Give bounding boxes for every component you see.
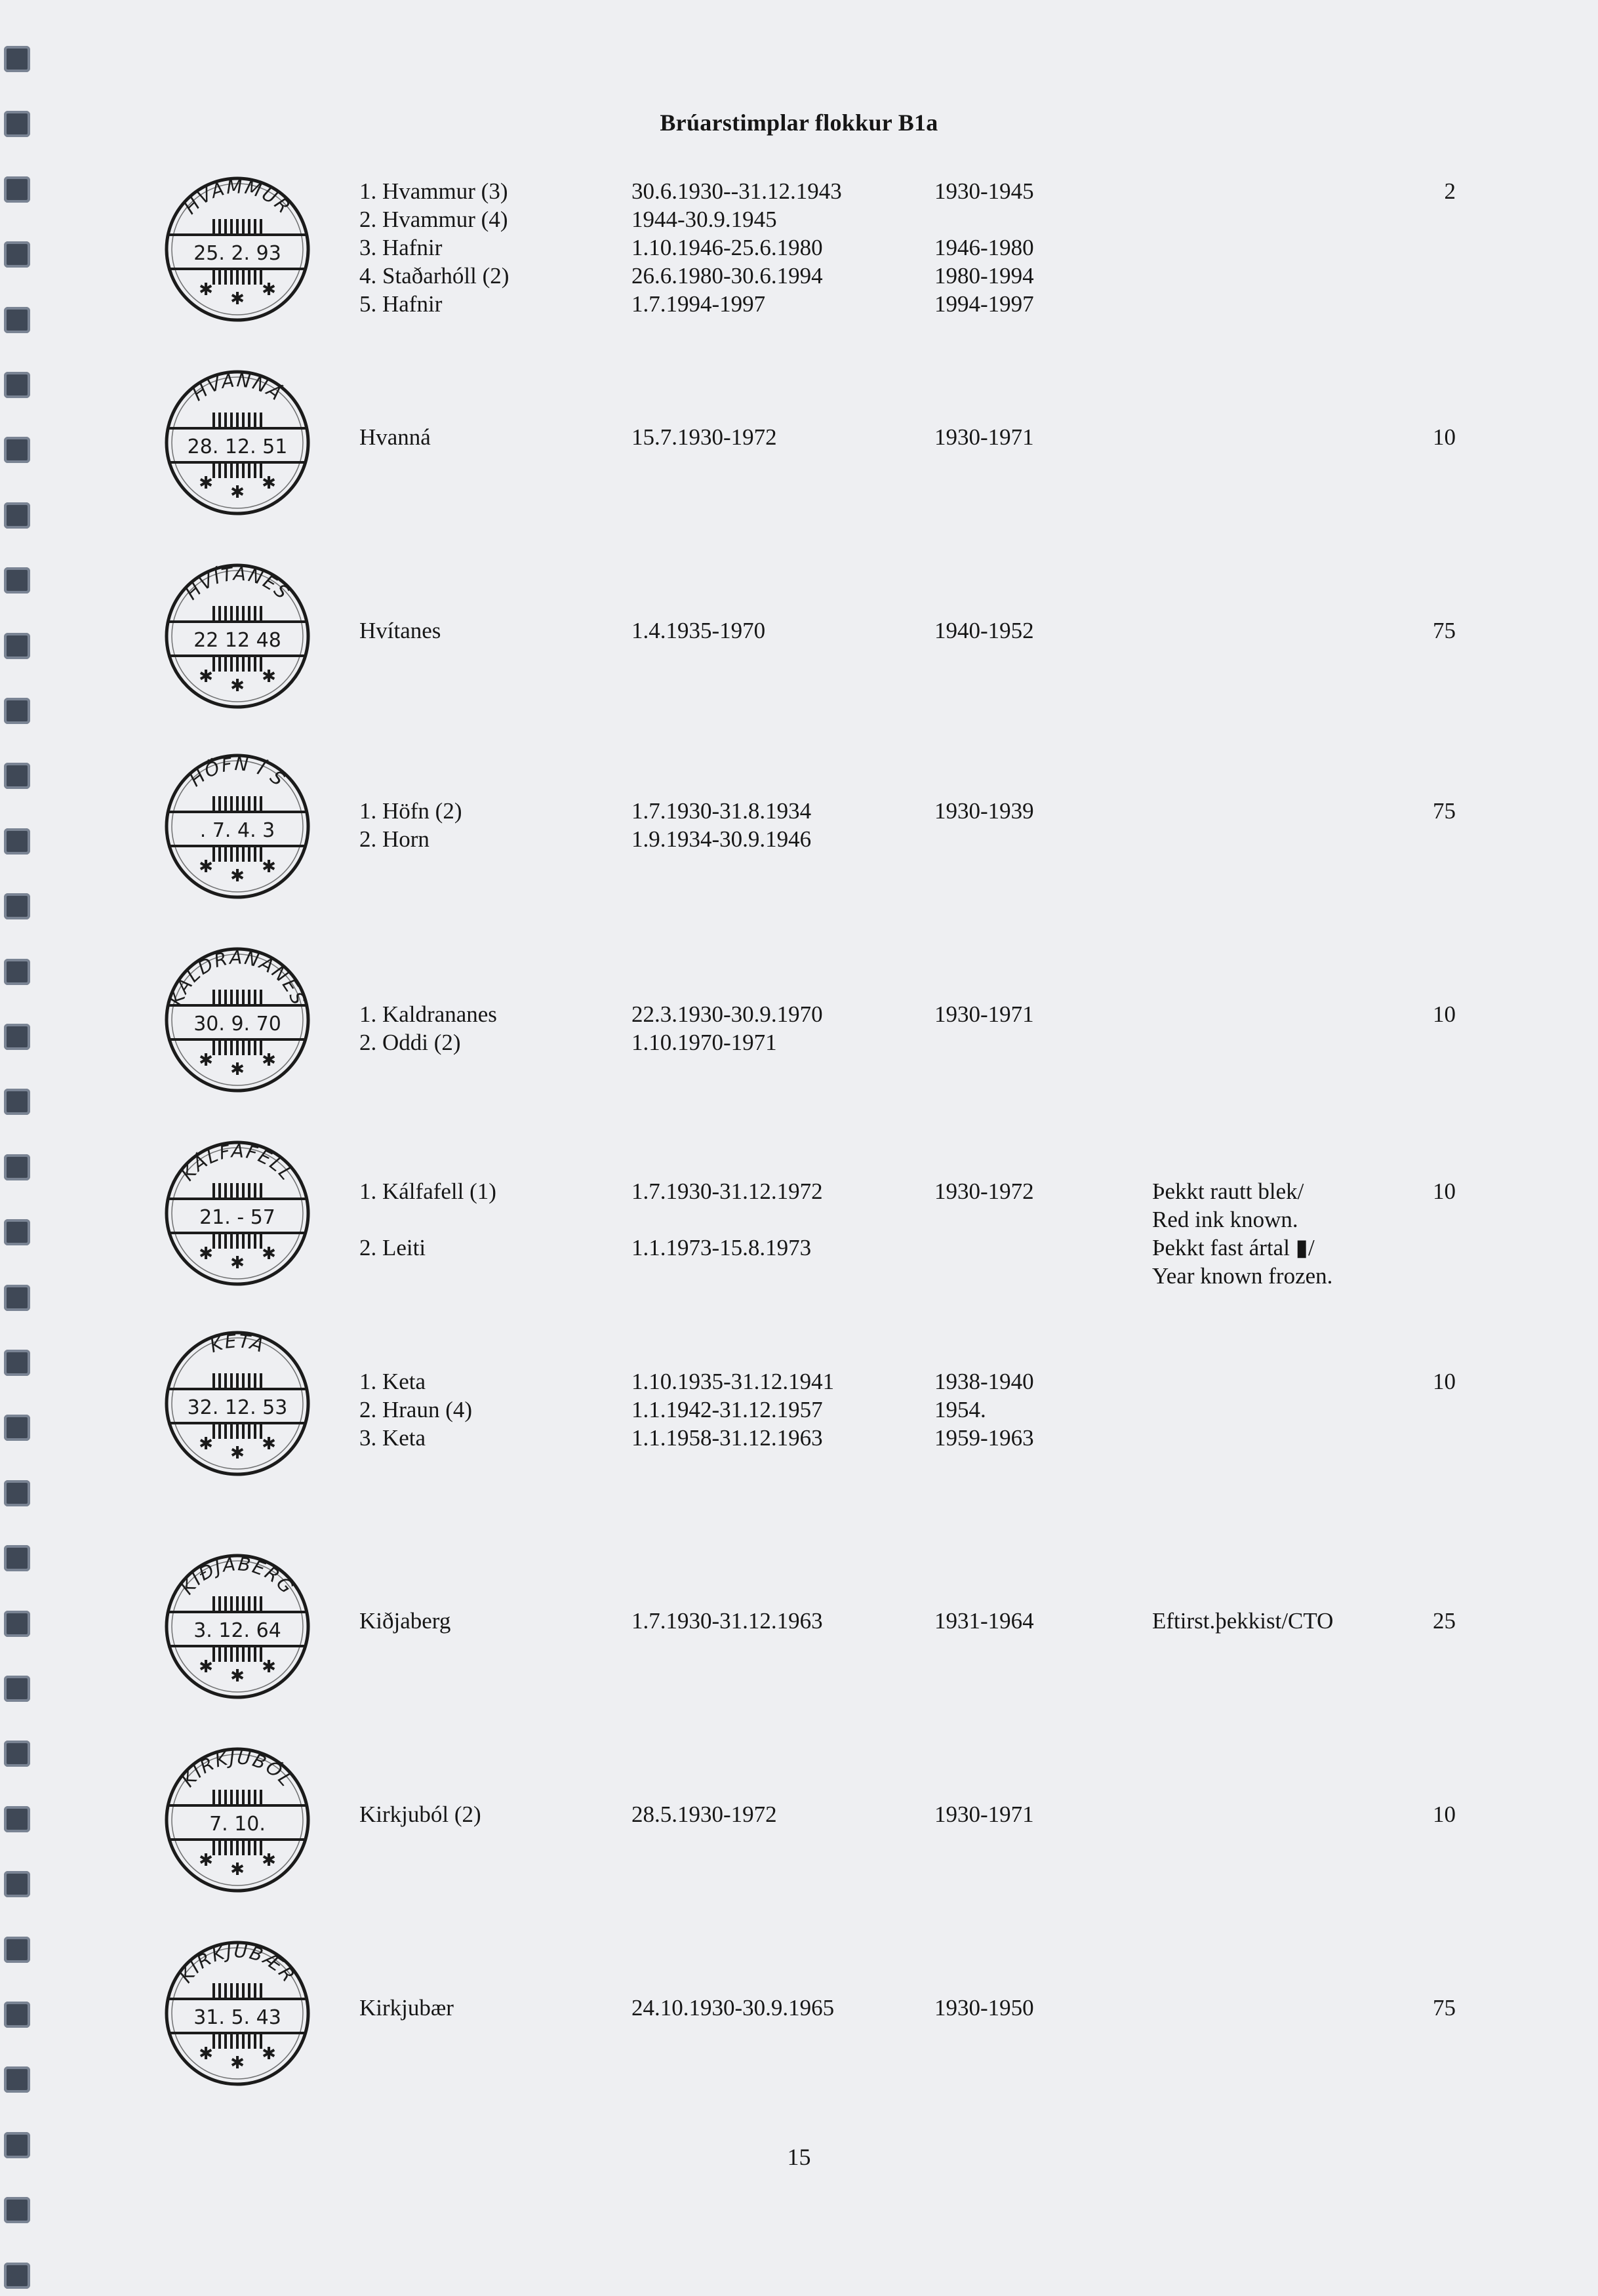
svg-text:✱: ✱	[199, 1244, 213, 1264]
usage-dates	[631, 1367, 834, 1452]
postmark-stamp-icon	[159, 1325, 316, 1482]
recorded-years-line: 1931-1964	[934, 1608, 1034, 1634]
usage-dates	[631, 1177, 823, 1262]
svg-text:✱: ✱	[262, 1851, 276, 1870]
svg-text:✱: ✱	[262, 1434, 276, 1454]
location-names-line: 2. Hraun (4)	[359, 1397, 473, 1422]
usage-dates-line: 28.5.1930-1972	[631, 1802, 777, 1827]
usage-dates	[631, 177, 842, 318]
svg-text:KIÐJABERG: KIÐJABERG	[176, 1553, 298, 1599]
svg-text:HVAMMUR: HVAMMUR	[179, 176, 296, 219]
usage-dates-line: 1.1.1973-15.8.1973	[631, 1235, 812, 1260]
usage-dates-line: 15.7.1930-1972	[631, 424, 777, 450]
usage-dates-line: 30.6.1930--31.12.1943	[631, 178, 842, 204]
recorded-years-line: 1930-1971	[934, 1802, 1034, 1827]
usage-dates-line: 1.7.1930-31.8.1934	[631, 798, 812, 824]
svg-text:✱: ✱	[199, 1434, 213, 1454]
notes	[1152, 1607, 1333, 1635]
svg-text:✱: ✱	[262, 2044, 276, 2064]
svg-text:28. 12. 51: 28. 12. 51	[187, 435, 288, 458]
price-value: 25	[1433, 1608, 1456, 1634]
location-names-line: 2. Leiti	[359, 1235, 426, 1260]
usage-dates-line: 1.7.1930-31.12.1972	[631, 1178, 823, 1204]
recorded-years-line: 1930-1939	[934, 798, 1034, 824]
svg-text:KETA: KETA	[207, 1330, 268, 1358]
postmark-stamp-icon	[159, 557, 316, 715]
location-names-line: Kirkjubær	[359, 1995, 454, 2021]
svg-text:KIRKJUBÆR: KIRKJUBÆR	[174, 1940, 300, 1987]
location-names-line: 4. Staðarhóll (2)	[359, 263, 509, 289]
price-value: 2	[1444, 178, 1456, 204]
usage-dates-line: 22.3.1930-30.9.1970	[631, 1001, 823, 1027]
recorded-years	[934, 1000, 1034, 1028]
location-names-line: 1. Keta	[359, 1369, 426, 1394]
svg-text:KIRKJUBÓL: KIRKJUBÓL	[177, 1746, 298, 1792]
stamp-entry	[0, 364, 1598, 548]
usage-dates	[631, 1607, 823, 1635]
svg-text:✱: ✱	[230, 1666, 245, 1686]
svg-text:✱: ✱	[230, 483, 245, 502]
stamp-entry	[0, 171, 1598, 354]
binding-hole	[4, 46, 30, 72]
price-value: 75	[1433, 618, 1456, 643]
stamp-entry	[0, 1741, 1598, 1925]
recorded-years	[934, 1994, 1034, 2022]
location-names-line: 3. Keta	[359, 1425, 426, 1451]
svg-text:31. 5. 43: 31. 5. 43	[193, 2006, 281, 2029]
recorded-years	[934, 423, 1034, 451]
location-names	[359, 616, 441, 645]
usage-dates-line: 1.1.1942-31.12.1957	[631, 1397, 823, 1422]
usage-dates-line: 1.7.1994-1997	[631, 291, 766, 317]
price-value: 10	[1433, 1001, 1456, 1027]
postmark-stamp-icon	[159, 941, 316, 1098]
svg-text:✱: ✱	[199, 1657, 213, 1677]
postmark-image	[159, 364, 316, 521]
location-names	[359, 1607, 450, 1635]
notes-line: Þekkt rautt blek/	[1152, 1178, 1304, 1204]
notes-line: Red ink known.	[1152, 1207, 1298, 1232]
svg-text:3. 12. 64: 3. 12. 64	[193, 1619, 281, 1642]
location-names-line: Kiðjaberg	[359, 1608, 451, 1634]
postmark-image	[159, 557, 316, 715]
price-value: 10	[1433, 1178, 1456, 1204]
svg-text:✱: ✱	[230, 289, 245, 309]
location-names-line: 1. Kaldrananes	[359, 1001, 497, 1027]
svg-text:✱: ✱	[199, 857, 213, 877]
svg-text:✱: ✱	[199, 473, 213, 493]
svg-text:✱: ✱	[199, 1851, 213, 1870]
location-names-line: Hvítanes	[359, 618, 441, 643]
notes-line: Year known frozen.	[1152, 1263, 1333, 1289]
svg-text:✱: ✱	[262, 280, 276, 300]
price-value: 10	[1433, 1369, 1456, 1394]
recorded-years-line: 1980-1994	[934, 263, 1034, 289]
svg-text:✱: ✱	[199, 1051, 213, 1070]
location-names	[359, 1800, 481, 1828]
svg-text:✱: ✱	[199, 667, 213, 687]
svg-text:✱: ✱	[262, 473, 276, 493]
notes-line: Eftirst.þekkist/CTO	[1152, 1608, 1334, 1634]
svg-text:✱: ✱	[230, 1060, 245, 1079]
page-title: Brúarstimplar flokkur B1a	[660, 110, 938, 136]
stamp-entry	[0, 1325, 1598, 1508]
recorded-years	[934, 1367, 1034, 1452]
svg-text:✱: ✱	[230, 866, 245, 886]
svg-text:✱: ✱	[230, 2053, 245, 2073]
svg-text:22 12 48: 22 12 48	[193, 629, 281, 652]
location-names-line: 1. Hvammur (3)	[359, 178, 508, 204]
svg-text:21. - 57: 21. - 57	[199, 1206, 275, 1229]
usage-dates	[631, 1000, 823, 1057]
recorded-years-line: 1994-1997	[934, 291, 1034, 317]
recorded-years	[934, 1177, 1034, 1205]
location-names	[359, 423, 431, 451]
svg-text:✱: ✱	[262, 1657, 276, 1677]
svg-text:32. 12. 53: 32. 12. 53	[187, 1396, 288, 1419]
location-names-line: 1. Kálfafell (1)	[359, 1178, 496, 1204]
usage-dates-line: 1.4.1935-1970	[631, 618, 766, 643]
recorded-years	[934, 1800, 1034, 1828]
location-names	[359, 1367, 472, 1452]
svg-text:✱: ✱	[230, 676, 245, 696]
postmark-image	[159, 1741, 316, 1899]
usage-dates-line: 26.6.1980-30.6.1994	[631, 263, 823, 289]
location-names-line: Kirkjuból (2)	[359, 1802, 481, 1827]
stamp-entry	[0, 748, 1598, 931]
svg-text:HVANNÁ: HVANNÁ	[188, 369, 287, 405]
location-names-line	[359, 1205, 496, 1234]
stamp-entry	[0, 1548, 1598, 1731]
svg-text:. 7. 4. 3: . 7. 4. 3	[199, 819, 275, 842]
svg-text:25. 2. 93: 25. 2. 93	[193, 242, 281, 265]
recorded-years	[934, 1607, 1034, 1635]
recorded-years-line	[934, 205, 1034, 233]
svg-text:KÁLFAFELL: KÁLFAFELL	[176, 1140, 298, 1185]
recorded-years-line: 1930-1950	[934, 1995, 1034, 2021]
postmark-stamp-icon	[159, 1135, 316, 1292]
location-names	[359, 1994, 454, 2022]
svg-text:✱: ✱	[199, 280, 213, 300]
postmark-image	[159, 171, 316, 328]
usage-dates-line: 1.1.1958-31.12.1963	[631, 1425, 823, 1451]
svg-text:✱: ✱	[262, 1051, 276, 1070]
binding-hole	[4, 2263, 30, 2289]
usage-dates-line: 1.10.1946-25.6.1980	[631, 235, 823, 260]
stamp-entry	[0, 1935, 1598, 2118]
usage-dates	[631, 797, 811, 853]
usage-dates-line: 1944-30.9.1945	[631, 207, 777, 232]
location-names-line: 2. Horn	[359, 826, 429, 852]
usage-dates	[631, 616, 765, 645]
notes	[1152, 1177, 1332, 1290]
recorded-years-line: 1930-1945	[934, 178, 1034, 204]
svg-text:✱: ✱	[262, 857, 276, 877]
postmark-image	[159, 748, 316, 905]
location-names	[359, 797, 462, 853]
recorded-years-line: 1938-1940	[934, 1369, 1034, 1394]
usage-dates-line: 1.9.1934-30.9.1946	[631, 826, 812, 852]
location-names	[359, 1000, 497, 1057]
svg-text:✱: ✱	[262, 667, 276, 687]
recorded-years-line: 1954.	[934, 1397, 986, 1422]
svg-text:✱: ✱	[262, 1244, 276, 1264]
postmark-image	[159, 1135, 316, 1292]
location-names-line: Hvanná	[359, 424, 431, 450]
usage-dates	[631, 423, 777, 451]
price-value: 75	[1433, 1995, 1456, 2021]
postmark-image	[159, 1935, 316, 2092]
recorded-years	[934, 797, 1034, 825]
postmark-stamp-icon	[159, 1935, 316, 2092]
svg-text:30. 9. 70: 30. 9. 70	[193, 1013, 281, 1036]
recorded-years-line: 1930-1971	[934, 424, 1034, 450]
usage-dates	[631, 1994, 834, 2022]
svg-text:✱: ✱	[230, 1443, 245, 1463]
usage-dates-line: 24.10.1930-30.9.1965	[631, 1995, 835, 2021]
svg-text:HVÍTANES: HVÍTANES	[180, 563, 294, 605]
recorded-years-line: 1930-1971	[934, 1001, 1034, 1027]
location-names	[359, 177, 509, 318]
postmark-image	[159, 1325, 316, 1482]
svg-text:KALDRANANES: KALDRANANES	[165, 946, 310, 1009]
notes-line: Þekkt fast ártal ▮/	[1152, 1235, 1315, 1260]
usage-dates-line: 1.10.1935-31.12.1941	[631, 1369, 835, 1394]
postmark-stamp-icon	[159, 1741, 316, 1899]
recorded-years-line: 1946-1980	[934, 235, 1034, 260]
location-names-line: 2. Hvammur (4)	[359, 207, 508, 232]
svg-text:HÖFN Í S: HÖFN Í S	[185, 753, 290, 792]
price-value: 10	[1433, 424, 1456, 450]
svg-text:7. 10.: 7. 10.	[209, 1813, 266, 1836]
postmark-image	[159, 941, 316, 1098]
location-names-line: 1. Höfn (2)	[359, 798, 462, 824]
recorded-years-line: 1959-1963	[934, 1425, 1034, 1451]
price-value: 10	[1433, 1802, 1456, 1827]
recorded-years	[934, 177, 1034, 318]
usage-dates-line: 1.10.1970-1971	[631, 1030, 777, 1055]
location-names-line: 5. Hafnir	[359, 291, 443, 317]
postmark-stamp-icon	[159, 171, 316, 328]
svg-text:✱: ✱	[230, 1253, 245, 1273]
location-names-line: 3. Hafnir	[359, 235, 443, 260]
stamp-entry	[0, 557, 1598, 741]
stamp-entry	[0, 1135, 1598, 1318]
svg-text:✱: ✱	[230, 1860, 245, 1880]
recorded-years	[934, 616, 1034, 645]
price-value: 75	[1433, 798, 1456, 824]
postmark-stamp-icon	[159, 1548, 316, 1705]
stamp-entry	[0, 941, 1598, 1125]
postmark-stamp-icon	[159, 364, 316, 521]
location-names	[359, 1177, 496, 1262]
recorded-years-line: 1940-1952	[934, 618, 1034, 643]
location-names-line: 2. Oddi (2)	[359, 1030, 461, 1055]
usage-dates	[631, 1800, 777, 1828]
svg-text:✱: ✱	[199, 2044, 213, 2064]
page-number: 15	[787, 2144, 811, 2170]
postmark-stamp-icon	[159, 748, 316, 905]
recorded-years-line: 1930-1972	[934, 1178, 1034, 1204]
postmark-image	[159, 1548, 316, 1705]
usage-dates-line: 1.7.1930-31.12.1963	[631, 1608, 823, 1634]
usage-dates-line	[631, 1205, 823, 1234]
binding-hole	[4, 2197, 30, 2223]
